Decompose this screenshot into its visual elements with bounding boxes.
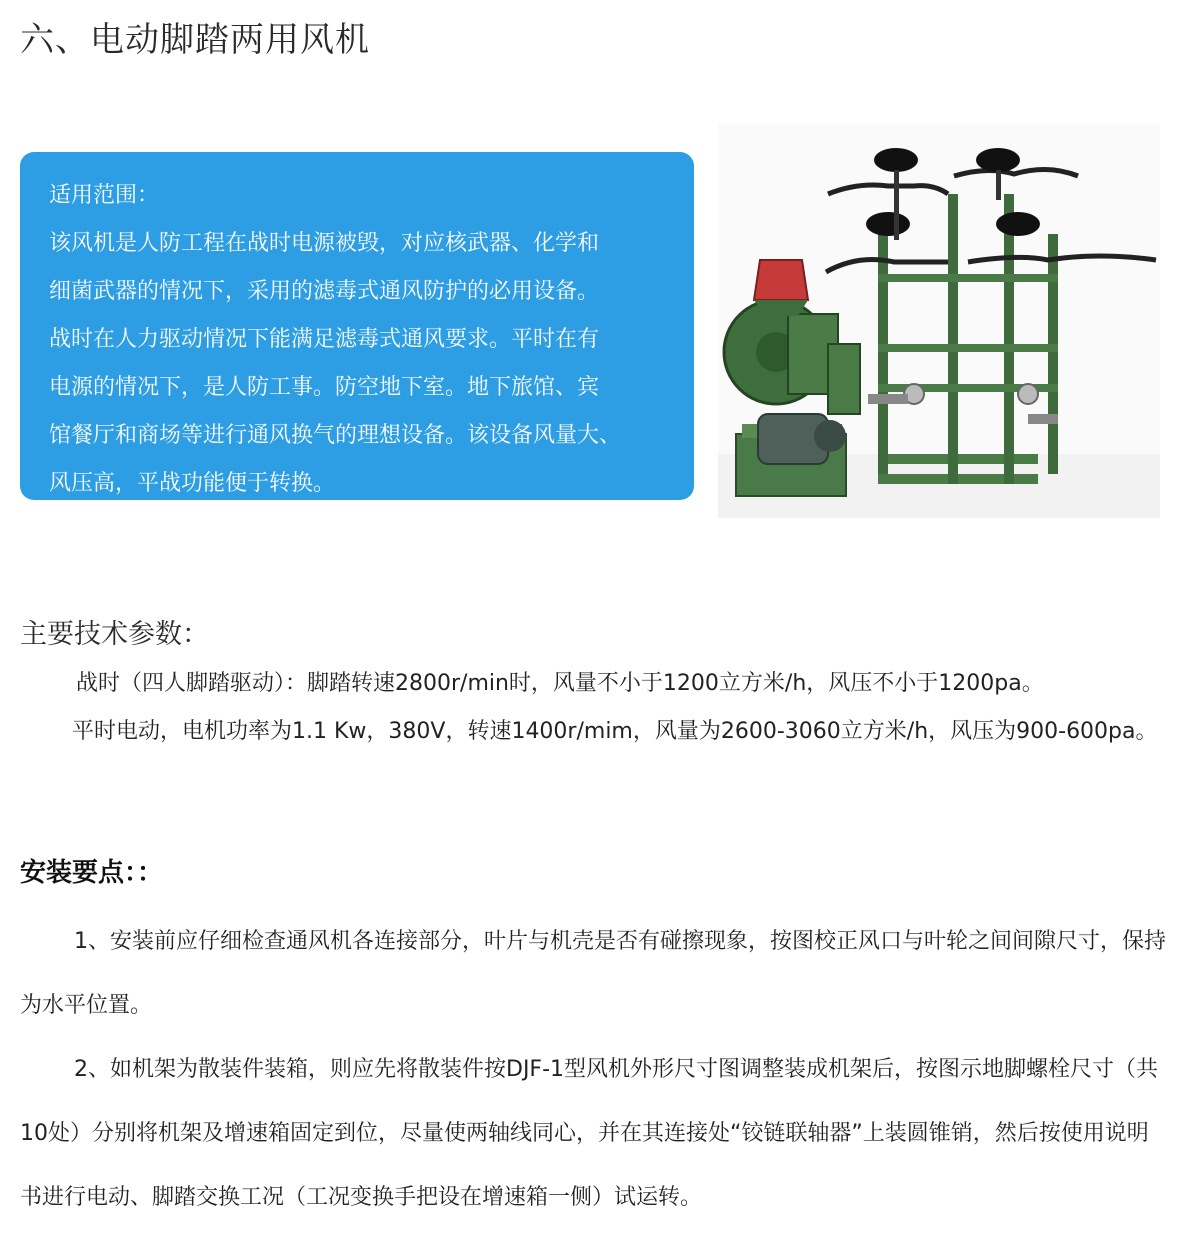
install-item: 2、如机架为散装件装箱，则应先将散装件按DJF-1型风机外形尺寸图调整装成机架后，按图示地脚螺栓尺寸（共10处）分别将机架及增速箱固定到位，尽量使两轴线同心，并在其连接处“铰链联轴器”上装圆锥销，然后按使用说明书进行电动、脚踏交换工况（工况变换手把设在增速箱一侧）试运转。 (20, 1057, 1159, 1210)
scope-line: 风压高，平战功能便于转换。 (49, 471, 336, 496)
install-item: 1、安装前应仔细检查通风机各连接部分，叶片与机壳是否有碰擦现象，按图校正风口与叶轮之间间隙尺寸，保持为水平位置。 (20, 929, 1167, 1018)
install-heading: 安装要点：： (20, 858, 164, 888)
pedal-fan-illustration (718, 124, 1160, 518)
params-heading: 主要技术参数： (20, 619, 209, 650)
params-wartime: 战时（四人脚踏驱动）：脚踏转速2800r/min时，风量不小于1200立方米/h，风压不小于1200pa。 (76, 671, 1044, 696)
page-title: 六、电动脚踏两用风机 (20, 20, 370, 60)
fan-product-photo (718, 124, 1160, 518)
scope-line: 电源的情况下，是人防工事。防空地下室。地下旅馆、宾 (49, 375, 600, 400)
install-body (20, 910, 1170, 1230)
scope-line: 馆餐厅和商场等进行通风换气的理想设备。该设备风量大、 (49, 423, 622, 448)
scope-line: 战时在人力驱动情况下能满足滤毒式通风要求。平时在有 (49, 327, 600, 352)
scope-heading: 适用范围： (49, 183, 160, 208)
params-peacetime: 平时电动，电机功率为1.1 Kw，380V，转速1400r/mim，风量为2600-3060立方米/h，风压为900-600pa。 (72, 719, 1158, 744)
scope-box (20, 152, 694, 500)
scope-line: 细菌武器的情况下，采用的滤毒式通风防护的必用设备。 (49, 279, 600, 304)
scope-line: 该风机是人防工程在战时电源被毁，对应核武器、化学和 (49, 231, 600, 256)
params-body (20, 660, 1170, 756)
